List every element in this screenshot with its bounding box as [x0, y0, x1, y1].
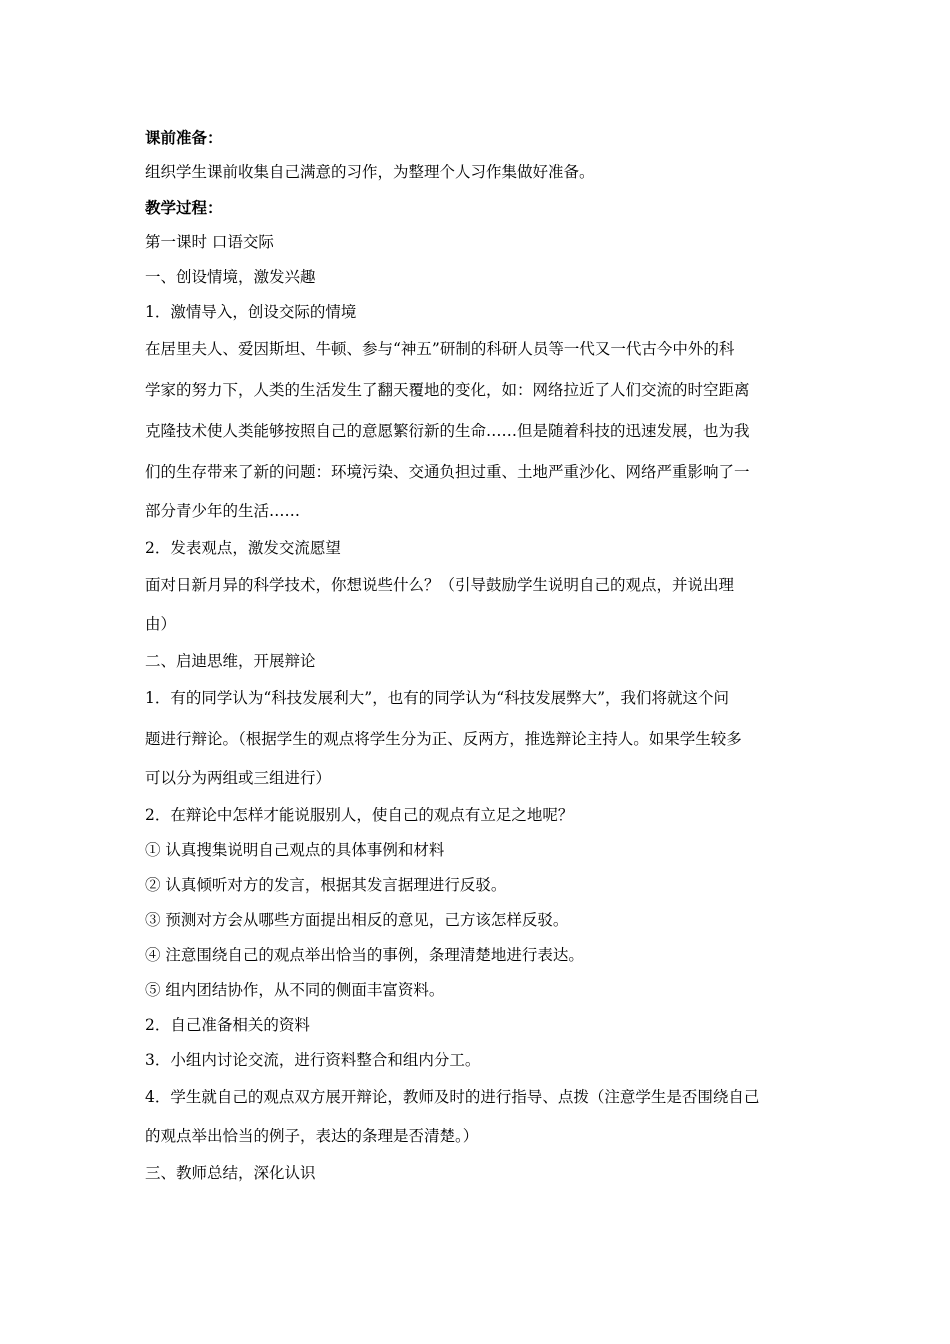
part-title-3: 三、教师总结，深化认识 [145, 1164, 316, 1182]
paragraph-line: 们的生存带来了新的问题：环境污染、交通负担过重、土地严重沙化、网络严重影响了一 [145, 463, 750, 481]
section-heading-process: 教学过程： [145, 198, 223, 217]
paragraph-line: 部分青少年的生活…… [145, 502, 301, 520]
list-item: ⑤ 组内团结协作，从不同的侧面丰富资料。 [145, 981, 445, 999]
paragraph-line: 1．有的同学认为“科技发展利大”，也有的同学认为“科技发展弊大”，我们将就这个问 [145, 689, 730, 707]
paragraph-line: 在居里夫人、爱因斯坦、牛顿、参与“神五”研制的科研人员等一代又一代古今中外的科 [145, 340, 735, 358]
step-1-1: 1．激情导入，创设交际的情境 [145, 303, 357, 321]
paragraph-line: 题进行辩论。（根据学生的观点将学生分为正、反两方，推选辩论主持人。如果学生较多 [145, 730, 742, 748]
list-item: ④ 注意围绕自己的观点举出恰当的事例，条理清楚地进行表达。 [145, 946, 584, 964]
lesson-title: 第一课时 口语交际 [145, 233, 274, 251]
list-item: ② 认真倾听对方的发言，根据其发言据理进行反驳。 [145, 876, 507, 894]
list-item: ③ 预测对方会从哪些方面提出相反的意见，己方该怎样反驳。 [145, 911, 569, 929]
step-2-2: 2．在辩论中怎样才能说服别人，使自己的观点有立足之地呢？ [145, 806, 574, 824]
list-item: ① 认真搜集说明自己观点的具体事例和材料 [145, 841, 445, 859]
step-2-3: 2．自己准备相关的资料 [145, 1016, 310, 1034]
paragraph-prep: 组织学生课前收集自己满意的习作，为整理个人习作集做好准备。 [145, 163, 595, 181]
section-heading-prep: 课前准备： [145, 128, 223, 147]
document-body [145, 124, 809, 1195]
paragraph-line: 4．学生就自己的观点双方展开辩论，教师及时的进行指导、点拨（注意学生是否围绕自己 [145, 1088, 760, 1106]
paragraph-line: 可以分为两组或三组进行） [145, 769, 332, 787]
part-title-1: 一、创设情境，激发兴趣 [145, 268, 316, 286]
paragraph-line: 面对日新月异的科学技术，你想说些什么？（引导鼓励学生说明自己的观点，并说出理 [145, 576, 735, 594]
paragraph-line: 的观点举出恰当的例子，表达的条理是否清楚。） [145, 1127, 479, 1145]
part-title-2: 二、启迪思维，开展辩论 [145, 652, 316, 670]
paragraph-line: 学家的努力下，人类的生活发生了翻天覆地的变化，如：网络拉近了人们交流的时空距离 [145, 381, 750, 399]
step-2-4: 3．小组内讨论交流，进行资料整合和组内分工。 [145, 1051, 481, 1069]
step-1-2: 2．发表观点，激发交流愿望 [145, 539, 341, 557]
paragraph-line: 由） [145, 615, 177, 633]
paragraph-line: 克隆技术使人类能够按照自己的意愿繁衍新的生命……但是随着科技的迅速发展，也为我 [145, 422, 750, 440]
